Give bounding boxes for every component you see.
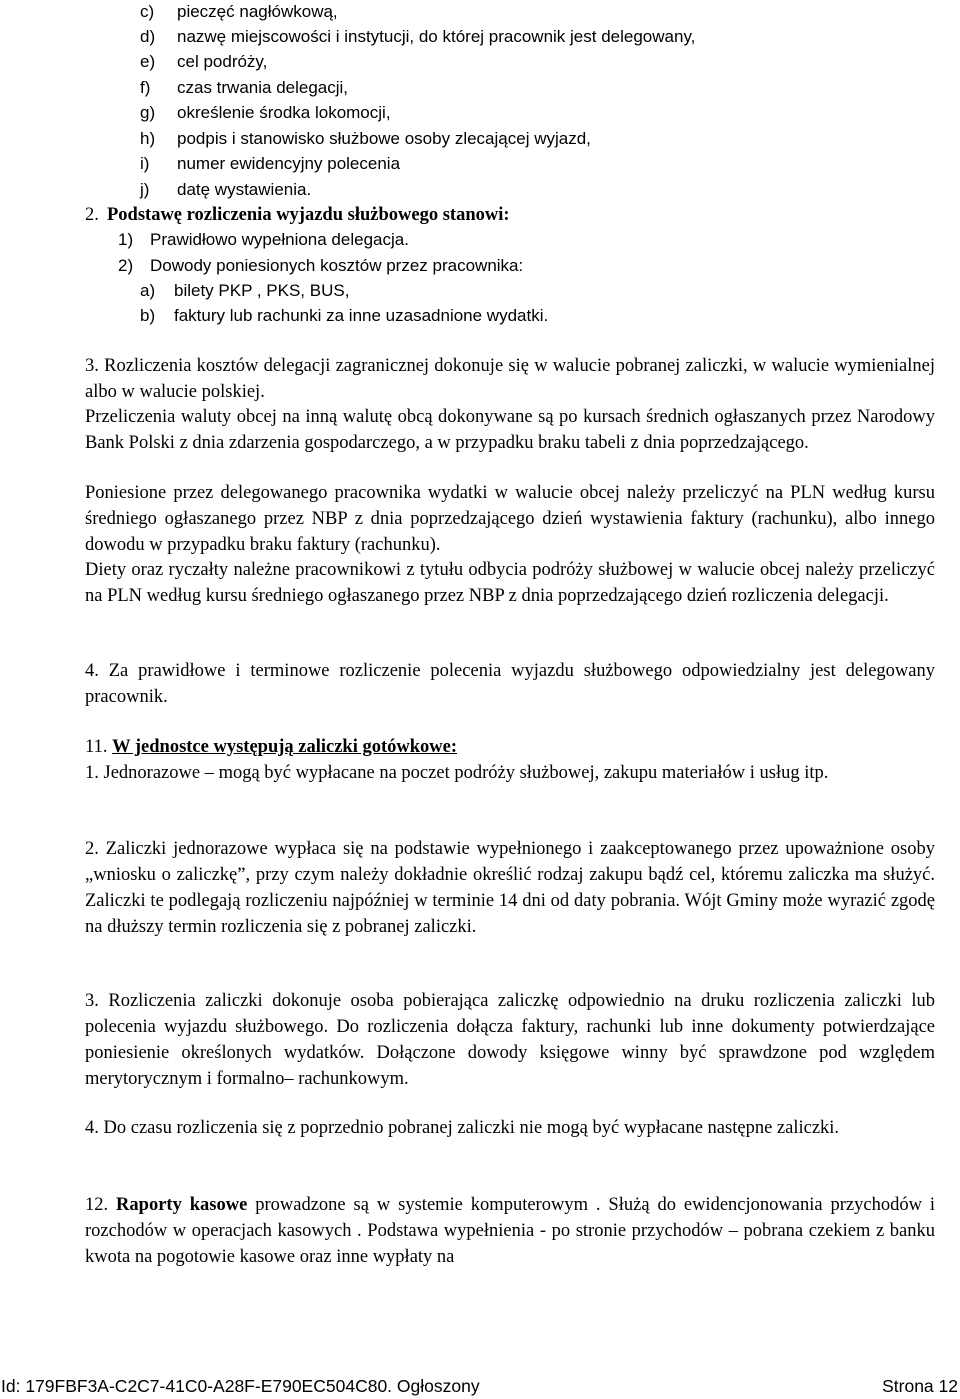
paragraph: 3. Rozliczenia kosztów delegacji zagranicznej dokonuje się w walucie pobranej zaliczki, w walucie wymienialnej albo w walucie polskiej. [85, 356, 935, 402]
paragraph: 3. Rozliczenia zaliczki dokonuje osoba pobierająca zaliczkę odpowiednio na druku rozliczenia zaliczki lub polecenia wyjazdu służbowego. Do rozliczenia dołącza faktury, rachunki lub inne dokumenty potwierdzające poniesienie określonych wydatków. Dołączone dowody księgowe winny być sprawdzone pod względem merytorycznym i formalno– rachunkowym. [85, 991, 935, 1089]
list-item: g) określenie środka lokomocji, [140, 103, 391, 122]
list-item: i) numer ewidencyjny polecenia [140, 154, 401, 173]
list-item: h) podpis i stanowisko służbowe osoby zlecającej wyjazd, [140, 129, 591, 148]
paragraph: 4. Do czasu rozliczenia się z poprzednio pobranej zaliczki nie mogą być wypłacane następne zaliczki. [85, 1118, 840, 1138]
paragraph: Poniesione przez delegowanego pracownika wydatki w walucie obcej należy przeliczyć na PLN według kursu średniego ogłaszanego przez NBP z dnia poprzedzającego dzień wystawienia faktury (rachunku), albo innego dowodu w przypadku braku faktury (rachunku). [85, 483, 935, 555]
list-item: c) pieczęć nagłówkową, [140, 2, 338, 21]
paragraph: 12. Raporty kasowe prowadzone są w systemie komputerowym . Służą do ewidencjonowania przychodów i rozchodów w operacjach kasowych . Podstawa wypełnienia - po stronie przychodów – pobrana czekiem z banku kwota na pogotowie kasowe oraz inne wypłaty na [85, 1195, 935, 1267]
paragraph: 2. Zaliczki jednorazowe wypłaca się na podstawie wypełnionego i zaakceptowanego przez upoważnione osoby „wniosku o zaliczkę”, przy czym należy dokładnie określić rodzaj zakupu bądź cel, któremu zaliczka ma służyć. Zaliczki te podlegają rozliczeniu najpóźniej w terminie 14 dni od daty pobrania. Wójt Gminy może wyrazić zgodę na dłuższy termin rozliczenia się z pobranej zaliczki. [85, 839, 935, 937]
list-item: j) datę wystawienia. [140, 180, 312, 199]
paragraph: 4. Za prawidłowe i terminowe rozliczenie polecenia wyjazdu służbowego odpowiedzialny jest delegowany pracownik. [85, 661, 935, 707]
section-2-heading: 2. Podstawę rozliczenia wyjazdu służbowego stanowi: [85, 205, 510, 225]
list-item: b) faktury lub rachunki za inne uzasadnione wydatki. [140, 306, 549, 325]
paragraph: Diety oraz ryczałty należne pracownikowi z tytułu odbycia podróży służbowej w walucie obcej należy przeliczyć na PLN według kursu średniego ogłaszanego przez NBP z dnia poprzedzającego dzień rozliczenia delegacji. [85, 560, 935, 606]
paragraph: 1. Jednorazowe – mogą być wypłacane na poczet podróży służbowej, zakupu materiałów i usług itp. [85, 763, 829, 783]
list-item: f) czas trwania delegacji, [140, 78, 349, 97]
list-item: d) nazwę miejscowości i instytucji, do której pracownik jest delegowany, [140, 27, 696, 46]
page-number: Strona 12 [882, 1376, 958, 1396]
list-item: 2) Dowody poniesionych kosztów przez pracownika: [118, 256, 524, 275]
document-id: Id: 179FBF3A-C2C7-41C0-A28F-E790EC504C80. Ogłoszony [1, 1376, 480, 1396]
list-item: a) bilety PKP , PKS, BUS, [140, 281, 350, 300]
page-footer [0, 1373, 960, 1399]
list-item: e) cel podróży, [140, 52, 268, 71]
paragraph: Przeliczenia waluty obcej na inną walutę obcą dokonywane są po kursach średnich ogłaszanych przez Narodowy Bank Polski z dnia zdarzenia gospodarczego, a w przypadku braku tabeli z dnia poprzedzającego. [85, 407, 935, 453]
list-item: 1) Prawidłowo wypełniona delegacja. [118, 230, 409, 249]
section-11-heading: 11. W jednostce występują zaliczki gotówkowe: [85, 737, 458, 757]
